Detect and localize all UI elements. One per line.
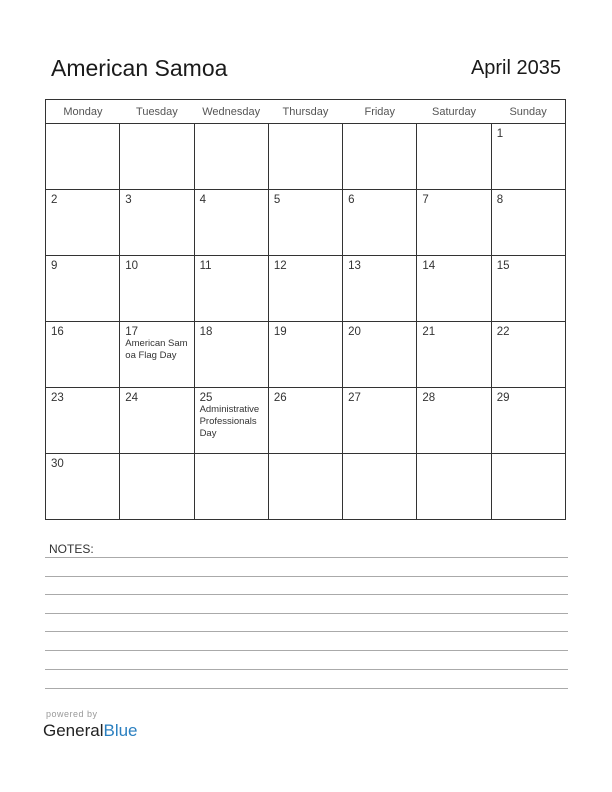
day-cell <box>46 322 120 388</box>
day-number: 22 <box>496 326 510 338</box>
weekday-thursday: Thursday <box>268 100 342 124</box>
day-cell <box>268 256 342 322</box>
day-cell <box>491 454 565 520</box>
calendar-week-row <box>46 454 566 520</box>
day-cell <box>194 388 268 454</box>
day-cell <box>491 388 565 454</box>
day-cell <box>268 124 342 190</box>
day-number: 19 <box>273 326 287 338</box>
day-cell <box>268 190 342 256</box>
powered-by-text: powered by <box>46 709 98 719</box>
notes-line <box>45 688 568 689</box>
day-cell <box>343 322 417 388</box>
day-number: 16 <box>51 326 64 338</box>
day-number: 29 <box>496 392 510 404</box>
day-number: 30 <box>51 458 64 470</box>
notes-line <box>45 669 568 670</box>
day-cell <box>46 388 120 454</box>
notes-line <box>45 594 568 595</box>
day-cell <box>268 322 342 388</box>
day-cell <box>491 322 565 388</box>
day-cell <box>120 322 194 388</box>
day-number: 11 <box>199 260 212 272</box>
day-cell <box>491 124 565 190</box>
brand-blue: Blue <box>103 721 138 740</box>
weekday-tuesday: Tuesday <box>120 100 194 124</box>
day-cell <box>120 454 194 520</box>
weekday-monday: Monday <box>46 100 120 124</box>
day-number: 18 <box>199 326 213 338</box>
day-number: 6 <box>348 194 355 206</box>
day-number: 25 <box>199 392 213 404</box>
notes-line <box>45 576 568 577</box>
notes-line <box>45 631 568 632</box>
generalblue-logo <box>43 721 138 741</box>
day-cell <box>194 322 268 388</box>
weekday-sunday: Sunday <box>491 100 565 124</box>
day-cell <box>417 190 491 256</box>
weekday-friday: Friday <box>343 100 417 124</box>
calendar-month-title: April 2035 <box>470 57 561 79</box>
day-number: 20 <box>348 326 361 338</box>
day-cell <box>194 256 268 322</box>
day-number: 9 <box>51 260 58 272</box>
day-number: 15 <box>496 260 510 272</box>
day-cell <box>343 388 417 454</box>
day-number: 14 <box>422 260 436 272</box>
calendar-country-title: American Samoa <box>51 55 228 81</box>
weekday-header-row <box>46 100 566 124</box>
day-cell <box>268 454 342 520</box>
calendar-week-row <box>46 190 566 256</box>
calendar-grid <box>45 99 566 520</box>
day-number: 28 <box>422 392 436 404</box>
weekday-saturday: Saturday <box>417 100 491 124</box>
day-number: 21 <box>422 326 436 338</box>
calendar-week-row <box>46 322 566 388</box>
day-number: 24 <box>125 392 139 404</box>
day-cell <box>343 190 417 256</box>
day-cell <box>417 454 491 520</box>
day-number: 10 <box>125 260 139 272</box>
day-cell <box>120 190 194 256</box>
day-cell <box>46 454 120 520</box>
calendar-week-row <box>46 256 566 322</box>
day-number: 12 <box>273 260 287 272</box>
day-number: 17 <box>125 326 139 338</box>
day-cell <box>417 322 491 388</box>
day-cell <box>194 124 268 190</box>
weekday-wednesday: Wednesday <box>194 100 268 124</box>
day-number: 1 <box>496 128 504 140</box>
notes-line <box>45 557 568 558</box>
holiday-label: Administrative Professionals Day <box>199 404 260 439</box>
day-cell <box>268 388 342 454</box>
day-number: 26 <box>273 392 287 404</box>
day-cell <box>417 256 491 322</box>
day-number: 5 <box>273 194 281 206</box>
calendar-week-row <box>46 388 566 454</box>
day-number: 8 <box>496 194 504 206</box>
day-cell <box>417 124 491 190</box>
day-cell <box>417 388 491 454</box>
day-cell <box>46 124 120 190</box>
day-number: 27 <box>348 392 361 404</box>
day-cell <box>343 124 417 190</box>
day-cell <box>120 388 194 454</box>
day-cell <box>120 256 194 322</box>
day-cell <box>46 256 120 322</box>
day-cell <box>343 454 417 520</box>
day-number: 3 <box>125 194 132 206</box>
notes-line <box>45 613 568 614</box>
day-number: 2 <box>51 194 58 206</box>
day-cell <box>491 190 565 256</box>
day-number: 23 <box>51 392 64 404</box>
day-cell <box>120 124 194 190</box>
day-cell <box>194 190 268 256</box>
day-cell <box>46 190 120 256</box>
calendar-week-row <box>46 124 566 190</box>
day-cell <box>194 454 268 520</box>
notes-line <box>45 650 568 651</box>
holiday-label: American Samoa Flag Day <box>125 338 188 361</box>
day-cell <box>343 256 417 322</box>
day-number: 13 <box>348 260 361 272</box>
day-number: 4 <box>199 194 206 206</box>
day-number: 7 <box>422 194 429 206</box>
day-cell <box>491 256 565 322</box>
brand-general: General <box>43 721 104 740</box>
notes-label: NOTES: <box>49 542 94 556</box>
